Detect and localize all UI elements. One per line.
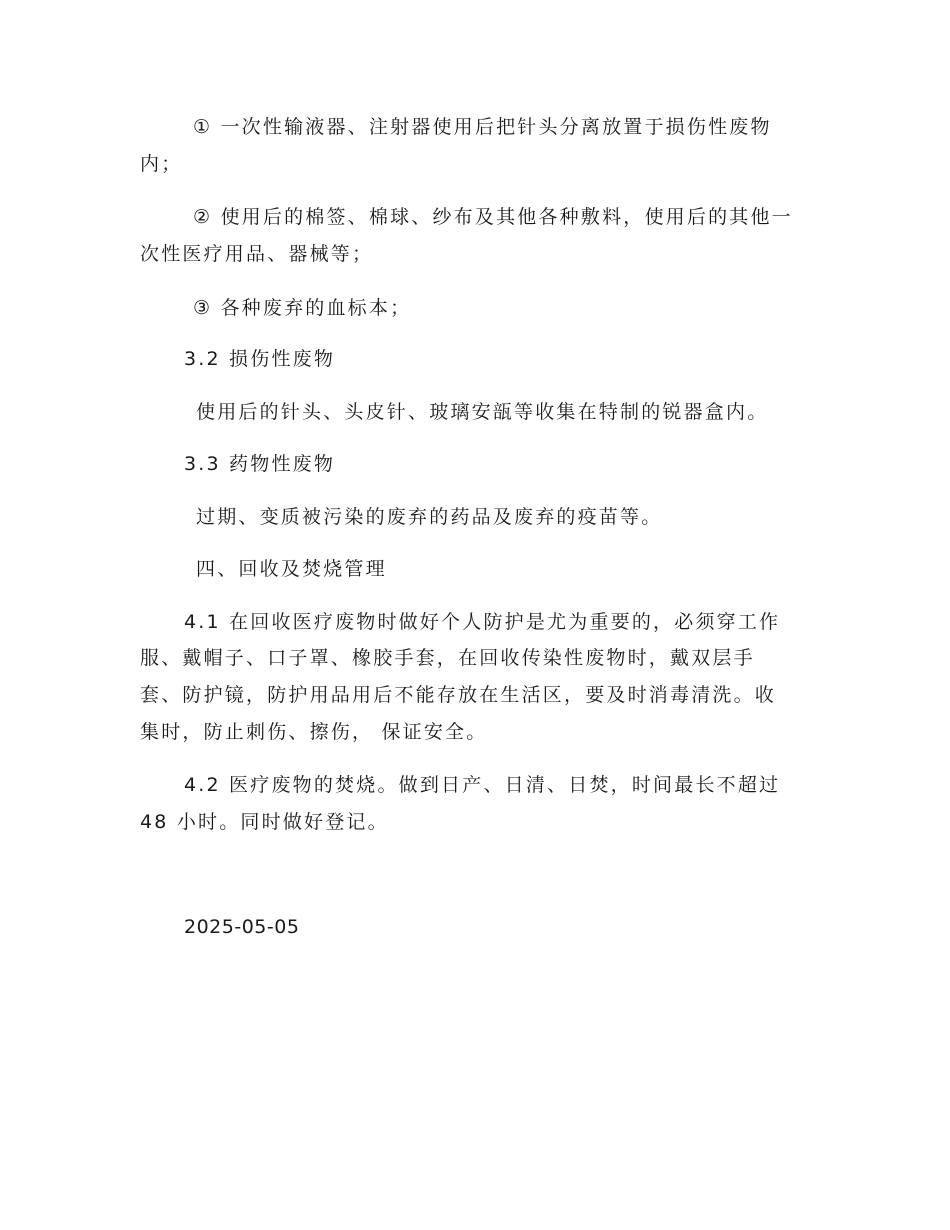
section-4-1-line-3: 套、防护镜，防护用品用后不能存放在生活区，要及时消毒清洗。收 <box>140 684 777 706</box>
item-2-line-2: 次性医疗用品、器械等； <box>140 243 374 265</box>
item-1-line-2: 内； <box>140 153 183 175</box>
section-3-3-heading: 3.3 药物性废物 <box>184 453 336 475</box>
section-4-2-line-2: 48 小时。同时做好登记。 <box>140 811 389 833</box>
document-date: 2025-05-05 <box>184 916 300 938</box>
item-2-line-1: ② 使用后的棉签、棉球、纱布及其他各种敷料，使用后的其他一 <box>193 206 793 228</box>
item-3: ③ 各种废弃的血标本； <box>193 297 412 319</box>
section-3-3-body: 过期、变质被污染的废弃的药品及废弃的疫苗等。 <box>196 506 663 528</box>
section-4-1-line-1: 4.1 在回收医疗废物时做好个人防护是尤为重要的，必须穿工作 <box>184 611 781 633</box>
section-4-2-line-1: 4.2 医疗废物的焚烧。做到日产、日清、日焚，时间最长不超过 <box>184 774 781 796</box>
section-4-heading: 四、回收及焚烧管理 <box>196 558 387 580</box>
section-3-2-body: 使用后的针头、头皮针、玻璃安瓿等收集在特制的锐器盒内。 <box>196 401 769 423</box>
section-4-1-line-4: 集时，防止刺伤、擦伤， 保证安全。 <box>140 721 488 743</box>
section-3-2-heading: 3.2 损伤性废物 <box>184 348 336 370</box>
section-4-1-line-2: 服、戴帽子、口子罩、橡胶手套，在回收传染性废物时，戴双层手 <box>140 647 755 669</box>
item-1-line-1: ① 一次性输液器、注射器使用后把针头分离放置于损伤性废物 <box>193 116 772 138</box>
